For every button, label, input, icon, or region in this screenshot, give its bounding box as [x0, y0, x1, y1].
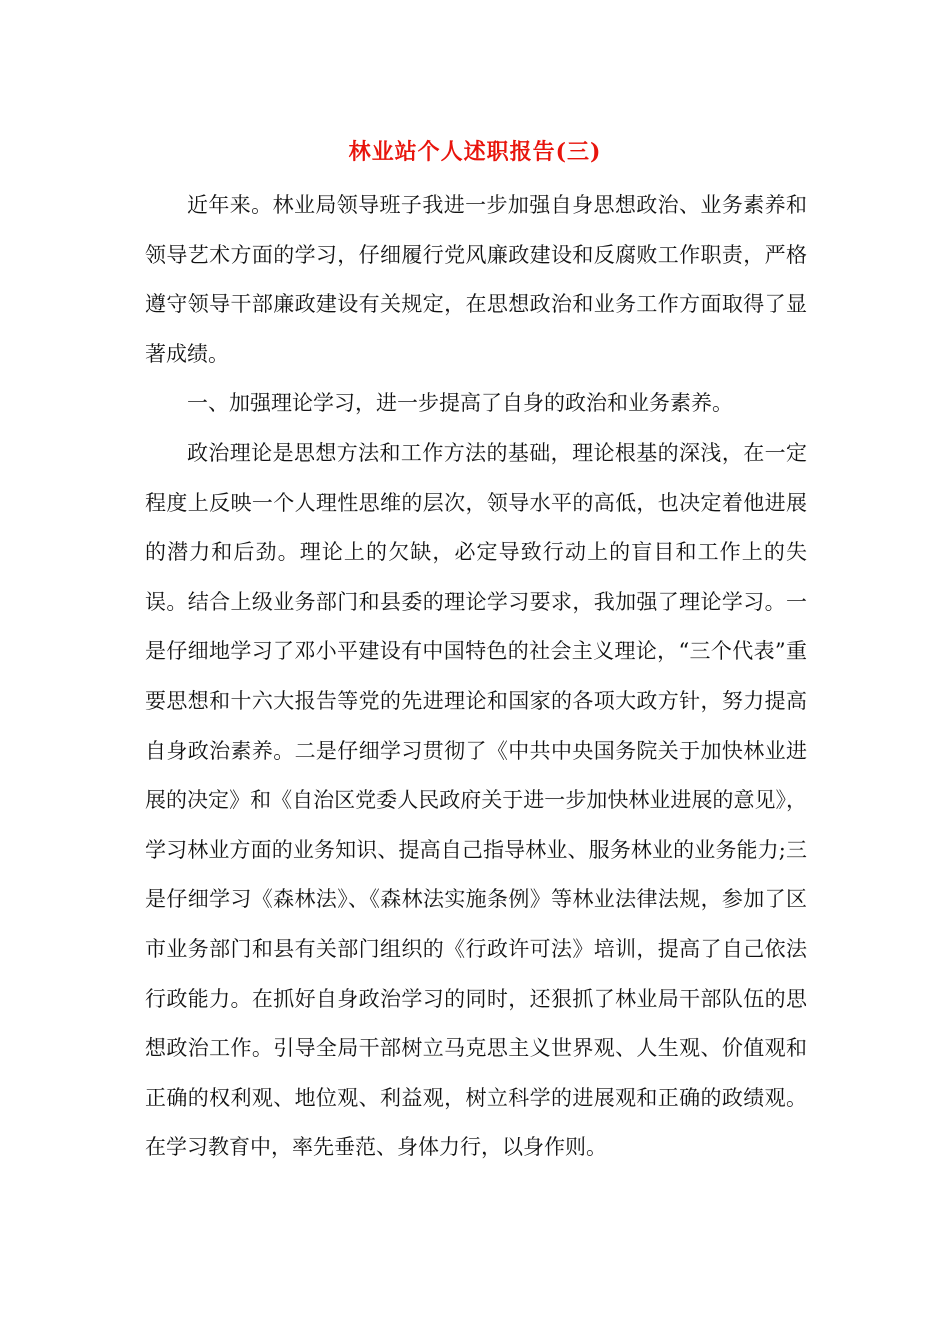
paragraph-intro: 近年来。林业局领导班子我进一步加强自身思想政治、业务素养和领导艺术方面的学习，仔细履行党风廉政建设和反腐败工作职责，严格遵守领导干部廉政建设有关规定，在思想政治和业务工作方面取得了显著成绩。 [145, 193, 807, 366]
document-title: 林业站个人述职报告(三) [348, 139, 602, 165]
paragraph-theory-study: 政治理论是思想方法和工作方法的基础，理论根基的深浅，在一定程度上反映一个人理性思维的层次，领导水平的高低，也决定着他进展的潜力和后劲。理论上的欠缺，必定导致行动上的盲目和工作上的失误。结合上级业务部门和县委的理论学习要求，我加强了理论学习。一是仔细地学习了邓小平建设有中国特色的社会主义理论，“三个代表”重要思想和十六大报告等党的先进理论和国家的各项大政方针，努力提高自身政治素养。二是仔细学习贯彻了《中共中央国务院关于加快林业进展的决定》和《自治区党委人民政府关于进一步加快林业进展的意见》，学习林业方面的业务知识、提高自己指导林业、服务林业的业务能力;三是仔细学习《森林法》、《森林法实施条例》等林业法律法规，参加了区市业务部门和县有关部门组织的《行政许可法》培训，提高了自己依法行政能力。在抓好自身政治学习的同时，还狠抓了林业局干部队伍的思想政治工作。引导全局干部树立马克思主义世界观、人生观、价值观和正确的权利观、地位观、利益观，树立科学的进展观和正确的政绩观。在学习教育中，率先垂范、身体力行，以身作则。 [145, 440, 807, 1160]
document-body [145, 181, 807, 1173]
paragraph-section-heading: 一、加强理论学习，进一步提高了自身的政治和业务素养。 [187, 391, 733, 416]
